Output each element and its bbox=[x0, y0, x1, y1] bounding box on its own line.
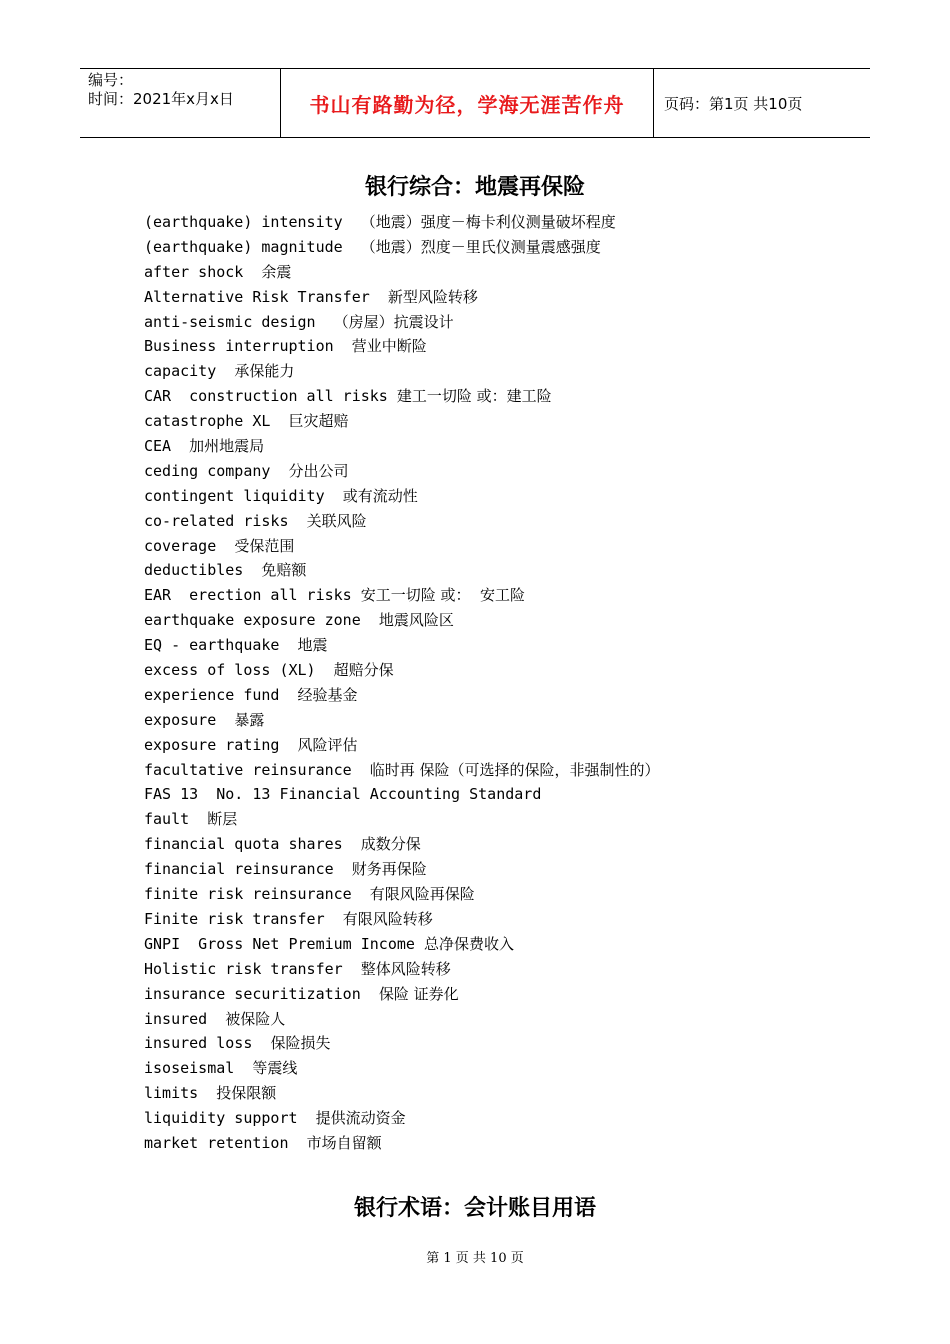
glossary-entry bbox=[144, 807, 660, 832]
glossary-term-chinese: 成数分保 bbox=[360, 835, 421, 854]
glossary-term-english: CEA bbox=[144, 437, 190, 456]
glossary-term-chinese: 总净保费收入 bbox=[423, 934, 514, 953]
glossary-term-english: experience fund bbox=[144, 685, 298, 704]
glossary-entry bbox=[144, 633, 660, 658]
glossary-term-english: (earthquake) intensity bbox=[144, 213, 361, 231]
glossary-term-chinese: 新型风险转移 bbox=[387, 287, 478, 306]
glossary-entry bbox=[144, 1056, 660, 1081]
glossary-entry bbox=[144, 658, 660, 683]
glossary-term-chinese: 余震 bbox=[261, 262, 292, 281]
glossary-term-english: EQ - earthquake bbox=[144, 636, 298, 655]
glossary-term-english: financial quota shares bbox=[144, 835, 361, 854]
document-time-label: 时间：2021年x月x日 bbox=[88, 90, 234, 108]
glossary-term-english: earthquake exposure zone bbox=[144, 611, 379, 630]
glossary-term-english: insured loss bbox=[144, 1034, 271, 1053]
glossary-entry bbox=[144, 1081, 660, 1106]
glossary-term-chinese: 承保能力 bbox=[234, 362, 295, 381]
glossary-term-chinese: 关联风险 bbox=[306, 511, 367, 530]
glossary-term-chinese: （地震）强度－梅卡利仪测量破坏程度 bbox=[360, 213, 616, 231]
glossary-entry bbox=[144, 758, 660, 783]
header-page-info: 页码：第1页 共10页 bbox=[664, 94, 803, 113]
glossary-list bbox=[144, 210, 660, 1156]
glossary-entry bbox=[144, 359, 660, 384]
glossary-term-english: excess of loss (XL) bbox=[144, 661, 334, 680]
glossary-term-english: finite risk reinsurance bbox=[144, 885, 370, 904]
glossary-term-chinese: 分出公司 bbox=[288, 461, 349, 480]
glossary-term-chinese: 营业中断险 bbox=[351, 337, 427, 356]
glossary-term-chinese: 风险评估 bbox=[297, 735, 358, 754]
glossary-term-chinese: 加州地震局 bbox=[189, 437, 265, 456]
glossary-term-chinese: 地震 bbox=[297, 636, 328, 655]
next-section-title: 银行术语：会计账目用语 bbox=[353, 1195, 596, 1221]
glossary-term-chinese: 断层 bbox=[207, 810, 238, 829]
glossary-term-english: deductibles bbox=[144, 561, 262, 580]
glossary-entry bbox=[144, 882, 660, 907]
glossary-term-chinese: 经验基金 bbox=[297, 685, 358, 704]
glossary-term-english: catastrophe XL bbox=[144, 412, 289, 431]
glossary-entry bbox=[144, 459, 660, 484]
glossary-term-english: co-related risks bbox=[144, 511, 307, 530]
glossary-term-english: exposure bbox=[144, 710, 235, 729]
glossary-term-english: GNPI Gross Net Premium Income bbox=[144, 934, 424, 953]
glossary-term-chinese: （房屋）抗震设计 bbox=[333, 312, 454, 331]
glossary-entry bbox=[144, 1106, 660, 1131]
glossary-entry bbox=[144, 484, 660, 509]
glossary-term-english: contingent liquidity bbox=[144, 486, 343, 505]
glossary-term-chinese: 超赔分保 bbox=[333, 661, 394, 680]
glossary-entry bbox=[144, 409, 660, 434]
glossary-term-chinese: 财务再保险 bbox=[351, 860, 427, 879]
glossary-entry bbox=[144, 210, 660, 235]
glossary-entry bbox=[144, 334, 660, 359]
glossary-term-chinese: 免赔额 bbox=[261, 561, 307, 580]
glossary-term-chinese: 暴露 bbox=[234, 710, 265, 729]
glossary-term-chinese: 地震风险区 bbox=[378, 611, 454, 630]
glossary-term-chinese: 巨灾超赔 bbox=[288, 412, 349, 431]
glossary-term-english: facultative reinsurance bbox=[144, 760, 370, 779]
glossary-term-chinese: 建工一切险 或：建工险 bbox=[396, 387, 552, 406]
glossary-term-english: Business interruption bbox=[144, 337, 352, 356]
glossary-entry bbox=[144, 907, 660, 932]
document-header bbox=[80, 68, 870, 138]
glossary-term-chinese: 安工一切险 或： 安工险 bbox=[360, 586, 526, 605]
glossary-term-chinese: 等震线 bbox=[252, 1059, 298, 1078]
glossary-term-chinese: 受保范围 bbox=[234, 536, 295, 555]
glossary-term-english: Finite risk transfer bbox=[144, 909, 343, 928]
glossary-entry bbox=[144, 683, 660, 708]
glossary-term-chinese: 提供流动资金 bbox=[315, 1109, 406, 1128]
glossary-entry bbox=[144, 235, 660, 260]
glossary-entry bbox=[144, 509, 660, 534]
glossary-entry bbox=[144, 384, 660, 409]
glossary-term-chinese: 有限风险转移 bbox=[342, 909, 433, 928]
glossary-term-english: EAR erection all risks bbox=[144, 586, 361, 605]
glossary-term-chinese: 投保限额 bbox=[216, 1084, 277, 1103]
glossary-term-english: limits bbox=[144, 1084, 217, 1103]
glossary-term-english: market retention bbox=[144, 1133, 307, 1152]
glossary-term-english: coverage bbox=[144, 536, 235, 555]
glossary-entry bbox=[144, 857, 660, 882]
glossary-term-english: isoseismal bbox=[144, 1059, 253, 1078]
glossary-term-english: capacity bbox=[144, 362, 235, 381]
glossary-term-chinese: （地震）烈度－里氏仪测量震感强度 bbox=[360, 237, 601, 256]
glossary-entry bbox=[144, 708, 660, 733]
glossary-term-english: exposure rating bbox=[144, 735, 298, 754]
glossary-term-chinese: 保险损失 bbox=[270, 1034, 331, 1053]
glossary-entry bbox=[144, 733, 660, 758]
glossary-entry bbox=[144, 1007, 660, 1032]
glossary-entry bbox=[144, 558, 660, 583]
glossary-term-english: (earthquake) magnitude bbox=[144, 237, 361, 256]
header-motto: 书山有路勤为径，学海无涯苦作舟 bbox=[281, 69, 654, 137]
glossary-term-english: liquidity support bbox=[144, 1109, 316, 1128]
glossary-term-chinese: 市场自留额 bbox=[306, 1133, 382, 1152]
document-number-label: 编号： bbox=[88, 71, 134, 89]
glossary-entry bbox=[144, 434, 660, 459]
glossary-term-english: insurance securitization bbox=[144, 984, 379, 1003]
glossary-term-english: after shock bbox=[144, 262, 262, 281]
glossary-entry bbox=[144, 1031, 660, 1056]
glossary-term-english: financial reinsurance bbox=[144, 860, 352, 879]
glossary-entry bbox=[144, 832, 660, 857]
glossary-entry bbox=[144, 782, 660, 807]
glossary-term-chinese: 有限风险再保险 bbox=[369, 885, 475, 904]
glossary-entry bbox=[144, 932, 660, 957]
glossary-term-english: Alternative Risk Transfer bbox=[144, 287, 388, 306]
glossary-term-chinese: 整体风险转移 bbox=[360, 959, 451, 978]
header-meta-cell bbox=[80, 69, 281, 137]
glossary-term-chinese: 被保险人 bbox=[225, 1009, 286, 1028]
glossary-term-chinese: 临时再 保险（可选择的保险，非强制性的） bbox=[369, 760, 660, 779]
glossary-term-chinese: 保险 证券化 bbox=[378, 984, 459, 1003]
glossary-entry bbox=[144, 608, 660, 633]
glossary-term-english: anti-seismic design bbox=[144, 312, 334, 331]
glossary-entry bbox=[144, 957, 660, 982]
glossary-entry bbox=[144, 310, 660, 335]
glossary-term-english: fault bbox=[144, 810, 208, 829]
glossary-entry bbox=[144, 982, 660, 1007]
glossary-term-english: FAS 13 No. 13 Financial Accounting Standard bbox=[144, 785, 542, 804]
glossary-term-chinese: 或有流动性 bbox=[342, 486, 418, 505]
glossary-entry bbox=[144, 285, 660, 310]
glossary-entry bbox=[144, 260, 660, 285]
glossary-term-english: ceding company bbox=[144, 461, 289, 480]
glossary-entry bbox=[144, 534, 660, 559]
page-title: 银行综合：地震再保险 bbox=[364, 174, 585, 200]
glossary-entry bbox=[144, 583, 660, 608]
glossary-term-english: Holistic risk transfer bbox=[144, 959, 361, 978]
glossary-term-english: insured bbox=[144, 1009, 226, 1028]
page-footer: 第 1 页 共 10 页 bbox=[426, 1251, 524, 1266]
glossary-entry bbox=[144, 1131, 660, 1156]
glossary-term-english: CAR construction all risks bbox=[144, 387, 397, 406]
